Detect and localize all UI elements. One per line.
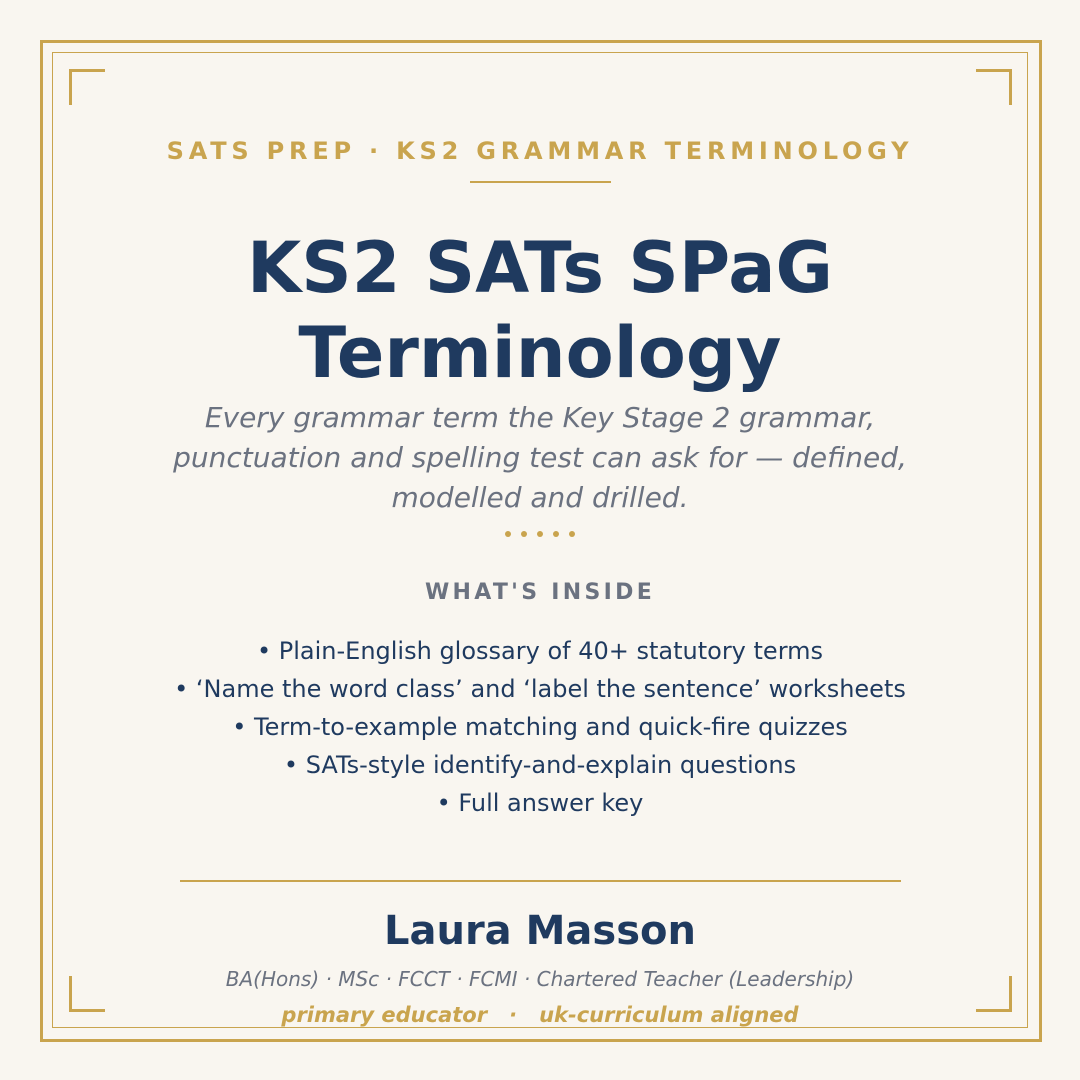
divider-dot — [569, 531, 575, 537]
list-item: • Full answer key — [0, 784, 1080, 822]
author-name: Laura Masson — [384, 908, 696, 954]
title-line-2: Terminology — [298, 312, 782, 394]
corner-ornament-top-right — [976, 69, 1012, 105]
list-item: • Term-to-example matching and quick-fire quizzes — [0, 708, 1080, 746]
list-item: • ‘Name the word class’ and ‘label the sentence’ worksheets — [0, 670, 1080, 708]
subtitle: Every grammar term the Key Stage 2 grammar, punctuation and spelling test can ask for — defined, modelled and drilled. — [173, 401, 907, 514]
kicker-underline — [470, 181, 611, 183]
feature-list — [0, 632, 1080, 822]
corner-ornament-top-left — [69, 69, 105, 105]
footer-divider — [180, 880, 901, 882]
divider-dot — [537, 531, 543, 537]
divider-dot — [521, 531, 527, 537]
author-credentials: BA(Hons) · MSc · FCCT · FCMI · Chartered Teacher (Leadership) — [225, 967, 855, 991]
list-item: • Plain-English glossary of 40+ statutory terms — [0, 632, 1080, 670]
tagline-separator: · — [509, 1003, 518, 1027]
dot-divider — [502, 531, 578, 539]
kicker-text: SATS PREP · KS2 GRAMMAR TERMINOLOGY — [166, 137, 914, 165]
divider-dot — [505, 531, 511, 537]
divider-dot — [553, 531, 559, 537]
title-line-1: KS2 SATs SPaG — [247, 227, 833, 309]
tagline-right: uk-curriculum aligned — [539, 1003, 799, 1027]
list-item: • SATs-style identify-and-explain questions — [0, 746, 1080, 784]
page-title — [0, 226, 1080, 396]
section-heading: WHAT'S INSIDE — [424, 580, 656, 605]
author-tagline — [0, 1002, 1080, 1029]
tagline-left: primary educator — [281, 1003, 488, 1027]
